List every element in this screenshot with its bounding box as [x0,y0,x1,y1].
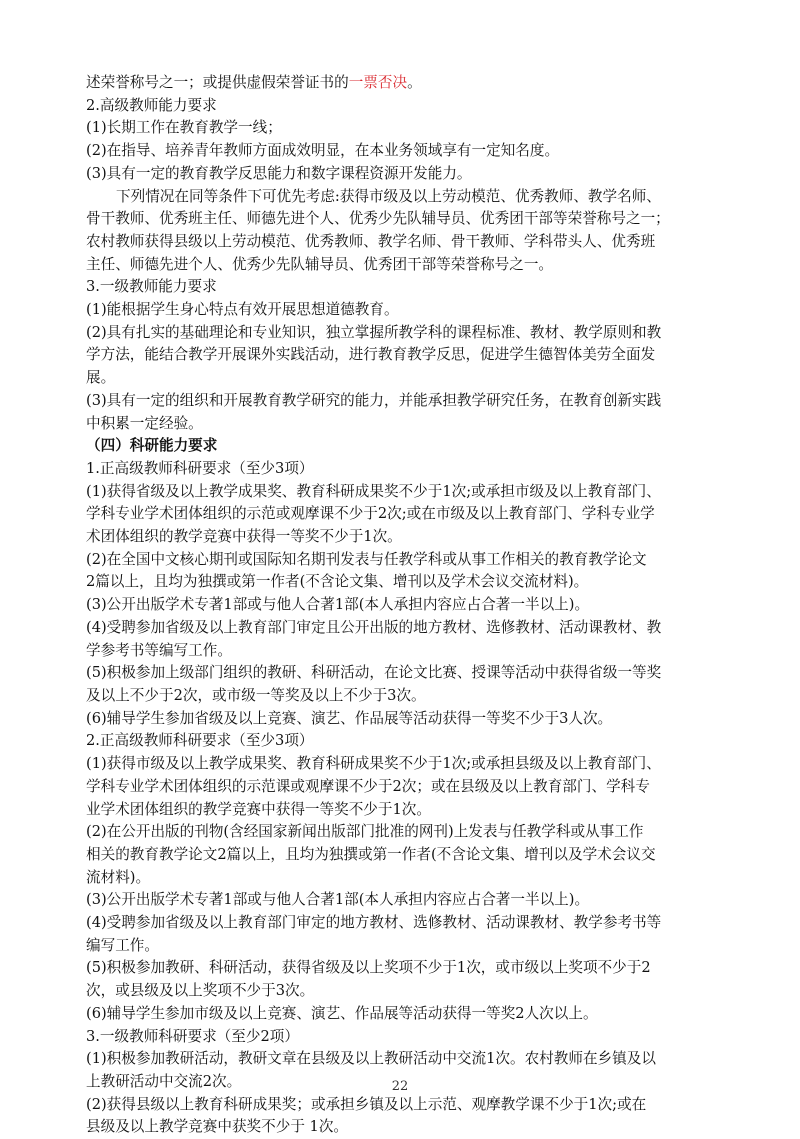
paragraph-line: 学方法，能结合教学开展课外实践活动，进行教育教学反思，促进学生德智体美劳全面发 [86,346,656,364]
section-heading: 1.正高级教师科研要求（至少3项） [86,459,314,477]
list-item: (2)在指导、培养青年教师方面成效明显，在本业务领域享有一定知名度。 [86,142,560,160]
section-heading: 3.一级教师科研要求（至少2项） [86,1027,299,1045]
list-item: (1)长期工作在教育教学一线； [86,119,282,137]
section-heading: 2.正高级教师科研要求（至少3项） [86,732,314,750]
paragraph-line: 上教研活动中交流2次。 [86,1072,242,1090]
list-item: (2)具有扎实的基础理论和专业知识，独立掌握所教学科的课程标准、教材、教学原则和教 [86,323,662,341]
paragraph-line: 学科专业学术团体组织的示范或观摩课不少于2次;或在市级及以上教育部门、学科专业学 [86,505,655,523]
list-item: (1)能根据学生身心特点有效开展思想道德教育。 [86,301,399,319]
list-item: (6)辅导学生参加省级及以上竞赛、演艺、作品展等活动获得一等奖不少于3人次。 [86,709,613,727]
paragraph-line: 骨干教师、优秀班主任、师德先进个人、优秀少先队辅导员、优秀团干部等荣誉称号之一； [86,210,670,228]
paragraph-line: 流材料)。 [86,868,151,886]
paragraph-line: 业学术团体组织的教学竞赛中获得一等奖不少于1次。 [86,800,431,818]
list-item: (3)具有一定的教育教学反思能力和数字课程资源开发能力。 [86,164,472,182]
list-item: (4)受聘参加省级及以上教育部门审定且公开出版的地方教材、选修教材、活动课教材、教 [86,618,662,636]
paragraph-line: 下列情况在同等条件下可优先考虑:获得市级及以上劳动模范、优秀教师、教学名师、 [116,187,661,205]
list-item: (2)在全国中文核心期刊或国际知名期刊发表与任教学科或从事工作相关的教育教学论文 [86,550,647,568]
list-item: (3)公开出版学术专著1部或与他人合著1部(本人承担内容应占合著一半以上)。 [86,596,590,614]
paragraph-line: 相关的教育教学论文2篇以上，且均为独撰或第一作者(不含论文集、增刊以及学术会议交 [86,845,656,863]
list-item: (5)积极参加上级部门组织的教研、科研活动，在论文比赛、授课等活动中获得省级一等奖 [86,664,662,682]
list-item: (1)获得省级及以上教学成果奖、教育科研成果奖不少于1次;或承担市级及以上教育部门、 [86,482,661,500]
list-item: (1)积极参加教研活动，教研文章在县级及以上教研活动中交流1次。农村教师在乡镇及以 [86,1050,656,1068]
paragraph-line: 主任、师德先进个人、优秀少先队辅导员、优秀团干部等荣誉称号之一。 [86,255,554,273]
list-item: (4)受聘参加省级及以上教育部门审定的地方教材、选修教材、活动课教材、教学参考书等 [86,914,662,932]
paragraph-line: 术团体组织的教学竞赛中获得一等奖不少于1次。 [86,528,402,546]
list-item: (2)获得县级以上教育科研成果奖；或承担乡镇及以上示范、观摩教学课不少于1次;或在 [86,1095,647,1113]
paragraph-line: 学科专业学术团体组织的示范课或观摩课不少于2次；或在县级及以上教育部门、学科专 [86,777,650,795]
list-item: (5)积极参加教研、科研活动，获得省级及以上奖项不少于1次，或市级以上奖项不少于2 [86,959,651,977]
paragraph-line: 中积累一定经验。 [86,414,203,432]
text-segment: 。 [407,74,422,91]
highlighted-text: 一票否决 [348,74,408,91]
paragraph-line: 展。 [86,369,116,387]
paragraph-line: 农村教师获得县级以上劳动模范、优秀教师、教学名师、骨干教师、学科带头人、优秀班 [86,232,656,250]
list-item: (3)具有一定的组织和开展教育教学研究的能力，并能承担教学研究任务，在教育创新实践 [86,391,662,409]
list-item: (1)获得市级及以上教学成果奖、教育科研成果奖不少于1次;或承担县级及以上教育部门、 [86,755,661,773]
list-item: (3)公开出版学术专著1部或与他人合著1部(本人承担内容应占合著一半以上)。 [86,891,590,909]
chapter-heading: （四）科研能力要求 [86,437,218,455]
paragraph-line: 编写工作。 [86,936,159,954]
list-item: (6)辅导学生参加市级及以上竞赛、演艺、作品展等活动获得一等奖2人次以上。 [86,1004,598,1022]
paragraph-line: 学参考书等编写工作。 [86,641,232,659]
section-heading: 2.高级教师能力要求 [86,96,217,114]
document-body [86,72,716,1139]
section-heading: 3.一级教师能力要求 [86,278,217,296]
list-item: (2)在公开出版的刊物(含经国家新闻出版部门批准的网刊)上发表与任教学科或从事工作 [86,823,644,841]
paragraph-line: 县级及以上教学竞赛中获奖不少于 1次。 [86,1118,349,1136]
paragraph-line: 次，或县级及以上奖项不少于3次。 [86,982,315,1000]
page-number: 22 [391,1079,409,1094]
paragraph-line: 2篇以上，且均为独撰或第一作者(不含论文集、增刊以及学术会议交流材料)。 [86,573,589,591]
text-line [86,72,716,95]
paragraph-line: 及以上不少于2次，或市级一等奖及以上不少于3次。 [86,686,426,704]
text-segment: 述荣誉称号之一；或提供虚假荣誉证书的 [86,74,349,91]
